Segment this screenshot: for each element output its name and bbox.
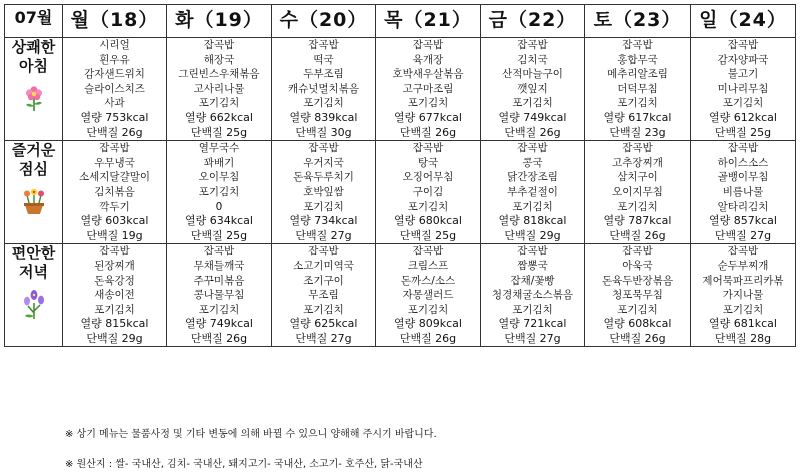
dish-item: 잡곡밥: [517, 39, 548, 51]
calorie-value: 열량 608kcal: [603, 317, 672, 331]
dish-item: 감자양파국: [717, 53, 769, 66]
calorie-value: 열량 603kcal: [80, 214, 149, 228]
dish-item: 고사리나물: [193, 82, 245, 95]
dish-item: 감자샌드위치: [84, 68, 145, 81]
dish-item: 알타리김치: [717, 200, 769, 213]
dish-item: 가지나물: [722, 289, 764, 302]
protein-value: 단백질 28g: [714, 331, 772, 345]
dish-item: 잡곡밥: [727, 39, 759, 51]
menu-cell-lunch-mon: [63, 141, 167, 244]
dish-item: 우무냉국: [94, 156, 135, 169]
protein-value: 단백질 27g: [504, 331, 561, 345]
dish-item: 새송이전: [94, 289, 135, 302]
origin-note: ※ 원산지 : 쌀- 국내산, 김치- 국내산, 돼지고기- 국내산, 소고기- 호주산, 닭-국내산: [65, 459, 423, 470]
menu-cell-lunch-fri: [481, 141, 585, 244]
day-header-sun: 일（24）: [691, 5, 796, 38]
dish-item: 잡곡밥: [203, 245, 235, 258]
dish-item: 포기김치: [617, 97, 658, 110]
dish-item: 사과: [104, 97, 125, 110]
dish-item: 부추겉절이: [507, 185, 558, 198]
dish-item: 무채들깨국: [193, 259, 245, 272]
dish-item: 떡국: [313, 53, 334, 66]
dish-item: 순두부찌개: [717, 259, 769, 272]
dish-item: 포기김치: [617, 303, 658, 316]
dish-item: 포기김치: [407, 303, 449, 316]
dish-item: 잡곡밥: [412, 245, 444, 258]
day-header-thu: 목（21）: [376, 5, 481, 38]
dish-item: 메추리알조림: [607, 68, 668, 81]
dish-item: 탕국: [417, 156, 439, 169]
day-header-wed: 수（20）: [272, 5, 376, 38]
dish-item: 잡곡밥: [622, 245, 653, 258]
calorie-value: 열량 721kcal: [498, 317, 567, 331]
dish-item: 소세지달걀말이: [78, 171, 150, 184]
menu-cell-dinner-fri: [481, 244, 585, 347]
dish-item: 불고기: [727, 68, 759, 81]
dish-item: 청포묵무침: [612, 289, 663, 302]
dish-item: 포기김치: [722, 303, 764, 316]
menu-table: [4, 4, 796, 347]
meal-label-breakfast: [5, 38, 63, 141]
calorie-value: 열량 787kcal: [603, 214, 672, 228]
protein-value: 단백질 27g: [295, 228, 352, 242]
protein-value: 단백질 19g: [86, 228, 143, 242]
dish-item: 조기구이: [303, 274, 344, 287]
calorie-value: 열량 612kcal: [709, 110, 777, 124]
dish-item: 잡곡밥: [308, 39, 339, 51]
dish-item: 잡곡밥: [412, 142, 444, 155]
dish-item: 콩국: [522, 156, 543, 169]
dish-item: 콩나물무침: [193, 289, 245, 302]
menu-cell-breakfast-thu: [376, 38, 481, 141]
dish-item: 잡곡밥: [517, 142, 548, 155]
menu-cell-breakfast-wed: [272, 38, 376, 141]
dish-item: 포기김치: [722, 97, 764, 110]
dish-item: 고추장찌개: [612, 156, 663, 169]
calorie-value: 열량 677kcal: [394, 110, 462, 124]
meal-label-dinner: [5, 244, 63, 347]
dish-item: 포기김치: [512, 200, 553, 213]
calorie-value: 열량 815kcal: [80, 317, 149, 331]
dish-item: 돈육강정: [94, 274, 135, 287]
menu-cell-lunch-thu: [376, 141, 481, 244]
dish-item: 잡곡밥: [308, 245, 339, 258]
menu-cell-dinner-sun: [691, 244, 796, 347]
meal-row-breakfast: [5, 38, 796, 141]
menu-cell-breakfast-mon: [63, 38, 167, 141]
dish-item: 깍두기: [99, 200, 130, 213]
day-header-sat: 토（23）: [585, 5, 691, 38]
menu-cell-breakfast-fri: [481, 38, 585, 141]
menu-cell-dinner-tue: [167, 244, 272, 347]
day-header-tue: 화（19）: [167, 5, 272, 38]
dish-item: 포기김치: [198, 185, 240, 198]
dish-item: 잡곡밥: [308, 142, 339, 155]
calorie-value: 열량 617kcal: [603, 110, 672, 124]
dish-item: 돈육두반장볶음: [601, 274, 673, 287]
dish-item: 포기김치: [198, 303, 240, 316]
meal-label-lunch: [5, 141, 63, 244]
menu-change-note: ※ 상기 메뉴는 물품사정 및 기타 변동에 의해 바뀔 수 있으니 양해해 주시기 바랍니다.: [65, 429, 437, 440]
dish-item: 잡채/꽃빵: [510, 274, 555, 287]
meal-name: 즐거운 점심: [11, 141, 56, 179]
dish-item: 흰우유: [99, 53, 130, 66]
calorie-value: 열량 839kcal: [289, 110, 358, 124]
dish-item: 열무국수: [198, 142, 240, 155]
dish-item: 크림스프: [407, 259, 449, 272]
flower-pot-icon: [5, 185, 62, 215]
protein-value: 단백질 26g: [609, 228, 666, 242]
meal-name: 상쾌한 아침: [11, 38, 56, 75]
dish-item: 무조림: [308, 289, 339, 302]
protein-value: 단백질 26g: [399, 331, 457, 345]
dish-item: 홍합무국: [617, 53, 658, 66]
dish-item: 포기김치: [303, 303, 344, 316]
dish-item: 김치국: [517, 53, 548, 66]
protein-value: 단백질 26g: [399, 125, 457, 139]
dish-item: 잡곡밥: [99, 245, 130, 258]
menu-cell-lunch-sun: [691, 141, 796, 244]
dish-item: 골뱅이무침: [717, 171, 769, 184]
dish-item: 돈육두루치기: [293, 171, 354, 184]
dish-item: 자몽샐러드: [402, 289, 454, 302]
protein-value: 단백질 27g: [714, 228, 772, 242]
dish-item: 잡곡밥: [727, 142, 759, 155]
protein-value: 단백질 25g: [190, 125, 248, 139]
calorie-value: 열량 680kcal: [394, 214, 462, 228]
dish-item: 비름나물: [722, 185, 764, 198]
protein-value: 단백질 26g: [609, 331, 666, 345]
protein-value: 단백질 25g: [190, 228, 248, 242]
dish-item: 더덕무침: [617, 82, 658, 95]
menu-cell-lunch-sat: [585, 141, 691, 244]
dish-item: 잡곡밥: [99, 142, 130, 155]
dish-item: 하이스소스: [717, 156, 769, 169]
dish-item: 구이김: [412, 185, 444, 198]
calorie-value: 열량 809kcal: [394, 317, 462, 331]
dish-item: 잡곡밥: [517, 245, 548, 258]
dish-item: 잡곡밥: [203, 39, 235, 51]
protein-value: 단백질 29g: [504, 228, 561, 242]
day-header-mon: 월（18）: [63, 5, 167, 38]
calorie-value: 열량 753kcal: [80, 110, 149, 124]
menu-cell-breakfast-sat: [585, 38, 691, 141]
dish-item: 아욱국: [622, 259, 653, 272]
purple-flower-icon: [5, 288, 62, 320]
dish-item: 된장찌개: [94, 259, 135, 272]
meal-name: 편안한 저녁: [11, 244, 56, 282]
dish-item: 포기김치: [512, 97, 553, 110]
protein-value: 단백질 26g: [504, 125, 561, 139]
dish-item: 김치볶음: [94, 185, 135, 198]
protein-value: 단백질 29g: [86, 331, 143, 345]
dish-item: 미나리무침: [717, 82, 769, 95]
protein-value: 단백질 30g: [295, 125, 352, 139]
protein-value: 단백질 25g: [714, 125, 772, 139]
dish-item: 포기김치: [407, 97, 449, 110]
header-row: [5, 5, 796, 38]
dish-item: 그린빈스우채볶음: [178, 68, 260, 81]
dish-item: 제어묵파프리카볶: [702, 274, 784, 287]
dish-item: 호박새우살볶음: [392, 68, 464, 81]
dish-item: 두부조림: [303, 68, 344, 81]
meal-row-dinner: [5, 244, 796, 347]
menu-cell-dinner-thu: [376, 244, 481, 347]
dish-item: 포기김치: [303, 200, 344, 213]
dish-item: 주꾸미볶음: [193, 274, 245, 287]
protein-value: 단백질 25g: [399, 228, 457, 242]
dish-item: 깻잎지: [517, 82, 548, 95]
day-header-fri: 금（22）: [481, 5, 585, 38]
calorie-value: 열량 734kcal: [289, 214, 358, 228]
dish-item: 잡곡밥: [622, 39, 653, 51]
calorie-value: 열량 749kcal: [498, 110, 567, 124]
dish-item: 슬라이스치즈: [84, 82, 145, 95]
dish-item: 포기김치: [94, 303, 135, 316]
dish-item: 포기김치: [512, 303, 553, 316]
calorie-value: 열량 749kcal: [185, 317, 253, 331]
dish-item: 소고기미역국: [293, 259, 354, 272]
dish-item: 오징어무침: [402, 171, 454, 184]
protein-value: 단백질 26g: [86, 125, 143, 139]
dish-item: 우거지국: [303, 156, 344, 169]
menu-cell-lunch-wed: [272, 141, 376, 244]
dish-item: 잡곡밥: [412, 39, 444, 51]
pink-flower-icon: [5, 82, 62, 112]
dish-item: 육개장: [412, 53, 444, 66]
dish-item: 호박잎쌈: [303, 185, 344, 198]
dish-item: 산적마늘구이: [502, 68, 563, 81]
dish-item: 오이무침: [198, 171, 240, 184]
calorie-value: 열량 625kcal: [289, 317, 358, 331]
dish-item: 고구마조림: [402, 82, 454, 95]
menu-cell-dinner-wed: [272, 244, 376, 347]
dish-item: 돈까스/소스: [400, 274, 456, 287]
menu-cell-dinner-sat: [585, 244, 691, 347]
dish-item: 포기김치: [198, 97, 240, 110]
calorie-value: 열량 681kcal: [709, 317, 777, 331]
protein-value: 단백질 23g: [609, 125, 666, 139]
protein-value: 단백질 26g: [190, 331, 248, 345]
dish-item: 잡곡밥: [622, 142, 653, 155]
dish-item: 닭간장조림: [507, 171, 558, 184]
menu-cell-breakfast-tue: [167, 38, 272, 141]
dish-item: 0: [215, 200, 223, 213]
dish-item: 삼치구이: [617, 171, 658, 184]
dish-item: 포기김치: [407, 200, 449, 213]
dish-item: 청경채굴소스볶음: [491, 289, 574, 302]
calorie-value: 열량 634kcal: [185, 214, 253, 228]
dish-item: 포기김치: [303, 97, 344, 110]
dish-item: 해장국: [203, 53, 235, 66]
month-header: 07월: [5, 5, 63, 38]
dish-item: 오이지무침: [612, 185, 663, 198]
calorie-value: 열량 662kcal: [185, 110, 253, 124]
dish-item: 꽈배기: [203, 156, 235, 169]
dish-item: 잡곡밥: [727, 245, 759, 258]
dish-item: 짬뽕국: [517, 259, 548, 272]
calorie-value: 열량 818kcal: [498, 214, 567, 228]
menu-cell-breakfast-sun: [691, 38, 796, 141]
dish-item: 포기김치: [617, 200, 658, 213]
dish-item: 시리얼: [99, 39, 130, 51]
calorie-value: 열량 857kcal: [709, 214, 777, 228]
menu-cell-lunch-tue: [167, 141, 272, 244]
meal-row-lunch: [5, 141, 796, 244]
protein-value: 단백질 27g: [295, 331, 352, 345]
dish-item: 캐슈넛멸치볶음: [287, 82, 359, 95]
menu-cell-dinner-mon: [63, 244, 167, 347]
